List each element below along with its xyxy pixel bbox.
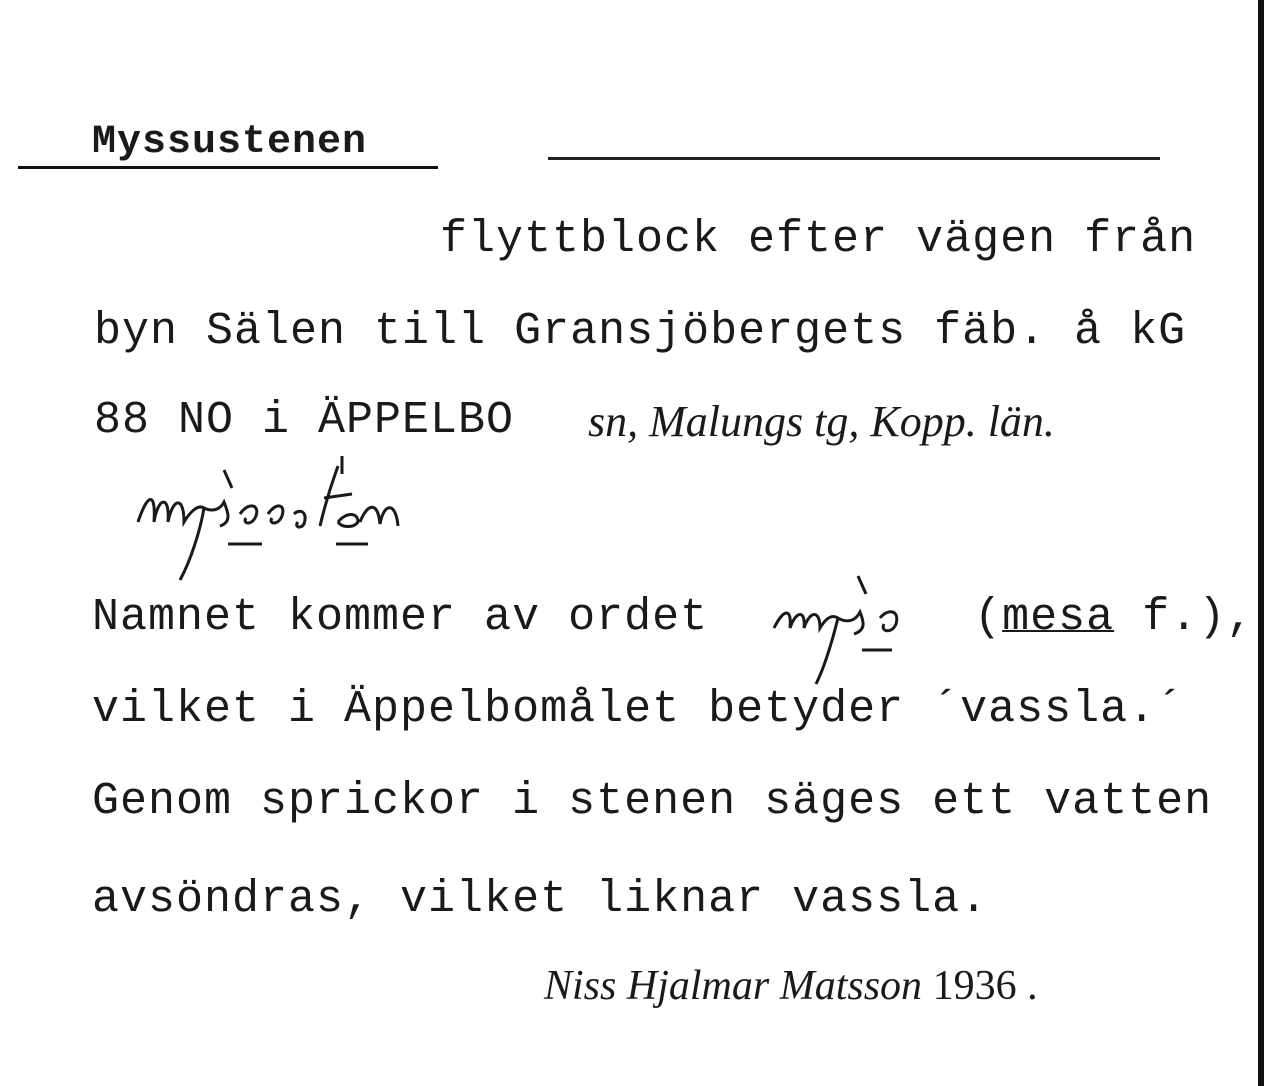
card-edge — [1258, 0, 1264, 1086]
handwritten-form-text: mysəstēn — [128, 452, 132, 453]
text-line-6: Genom sprickor i stenen säges ett vatten — [92, 776, 1213, 827]
line4-paren-open: ( — [974, 592, 1003, 643]
line4-before: Namnet kommer av ordet — [92, 592, 709, 643]
text-line-3: 88 NO i ÄPPELBO — [94, 395, 515, 446]
underlined-word-mesa: mesa — [1002, 592, 1115, 643]
handwritten-pronunciation — [128, 452, 448, 582]
text-line-2: byn Sälen till Gransjöbergets fäb. å kG — [94, 306, 1187, 357]
printed-parish-line: sn, Malungs tg, Kopp. län. — [588, 397, 1055, 446]
handwritten-word-mysa — [768, 568, 958, 688]
text-line-7: avsöndras, vilket liknar vassla. — [92, 874, 989, 925]
handwritten-word-text: mysə — [768, 568, 771, 569]
line4-after: f.), — [1114, 592, 1255, 643]
text-line-5: vilket i Äppelbomålet betyder ´vassla.´ — [92, 684, 1185, 735]
signature-year: 1936 . — [932, 963, 1038, 1009]
title-rule — [548, 157, 1160, 160]
card-title: Myssustenen — [92, 120, 368, 165]
title-underline — [18, 166, 438, 169]
text-line-1: flyttblock efter vägen från — [440, 214, 1197, 265]
signature-name: Niss Hjalmar Matsson — [544, 963, 933, 1009]
text-line-4 — [92, 592, 1254, 643]
signature — [544, 962, 1038, 1010]
